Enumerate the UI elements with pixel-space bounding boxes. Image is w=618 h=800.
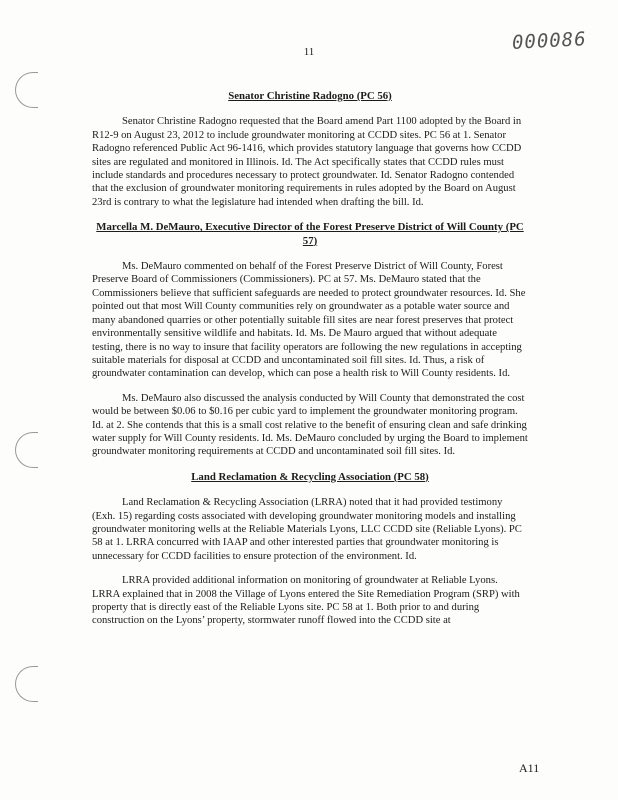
document-body [92, 90, 528, 628]
page-number: 11 [303, 46, 315, 58]
bates-stamp-top: 000086 [511, 28, 588, 54]
punch-hole-bottom [15, 666, 38, 702]
body-paragraph: Ms. DeMauro also discussed the analysis conducted by Will County that demonstrated the cost would be between $0.06 to $0.16 per cubic yard to implement the groundwater monitoring program. Id. at 2. She contends that this is a small cost relative to the benefit of ensuring clean and safe drinking water supply for Will County residents. Id. Ms. DeMauro concluded by urging the Board to implement groundwater monitoring requirements at CCDD and uncontaminated soil fill sites. Id. [92, 392, 528, 458]
section-heading: Marcella M. DeMauro, Executive Director of the Forest Preserve District of Will County (PC 57) [96, 221, 524, 247]
body-paragraph: Ms. DeMauro commented on behalf of the Forest Preserve District of Will County, Forest Preserve Board of Commissioners (Commissioners). PC at 57. Ms. DeMauro stated that the Commissioners believe that sufficient safeguards are needed to protect groundwater resources. Id. She pointed out that most Will County communities rely on groundwater as a potable water source and many abandoned quarries or other potentially suitable fill sites are near forest preserves that protect environmentally sensitive wildlife and habitats. Id. Ms. De Mauro argued that without adequate testing, there is no way to insure that facility operators are following the new regulations in accepting suitable materials for disposal at CCDD and uncontaminated soil fill sites. Id. Thus, a risk of groundwater contamination can develop, which can pose a health risk to Will County residents. Id. [92, 261, 526, 380]
body-paragraph: Senator Christine Radogno requested that the Board amend Part 1100 adopted by the Board in R12-9 on August 23, 2012 to include groundwater monitoring at CCDD sites. PC 56 at 1. Senator Radogno referenced Public Act 96-1416, which provides statutory language that governs how CCDD sites are regulated and monitored in Illinois. Id. The Act specifically states that CCDD rules must include standards and procedures necessary to protect groundwater. Id. Senator Radogno contended that the exclusion of groundwater monitoring requirements in rules adopted by the Board on August 23rd is contrary to what the legislature had intended when drafting the bill. Id. [92, 116, 522, 208]
punch-hole-middle [15, 432, 38, 468]
body-paragraph: Land Reclamation & Recycling Association (LRRA) noted that it had provided testimony (Exh. 15) regarding costs associated with developing groundwater monitoring models and installing groundwater monitoring wells at the Reliable Materials Lyons, LLC CCDD site (Reliable Lyons). PC 58 at 1. LRRA concurred with IAAP and other interested parties that groundwater monitoring is unnecessary for CCDD facilities to ensure protection of the environment. Id. [92, 497, 522, 562]
section-heading: Senator Christine Radogno (PC 56) [228, 90, 392, 102]
section-heading: Land Reclamation & Recycling Association (PC 58) [191, 470, 429, 483]
punch-hole-top [15, 72, 38, 108]
body-paragraph: LRRA provided additional information on monitoring of groundwater at Reliable Lyons. LRRA explained that in 2008 the Village of Lyons entered the Site Remediation Program (SRP) with property that is directly east of the Reliable Lyons site. PC 58 at 1. Both prior to and during construction on the Lyons’ property, stormwater runoff flowed into the CCDD site at [92, 575, 520, 627]
bates-number: A11 [519, 761, 540, 775]
